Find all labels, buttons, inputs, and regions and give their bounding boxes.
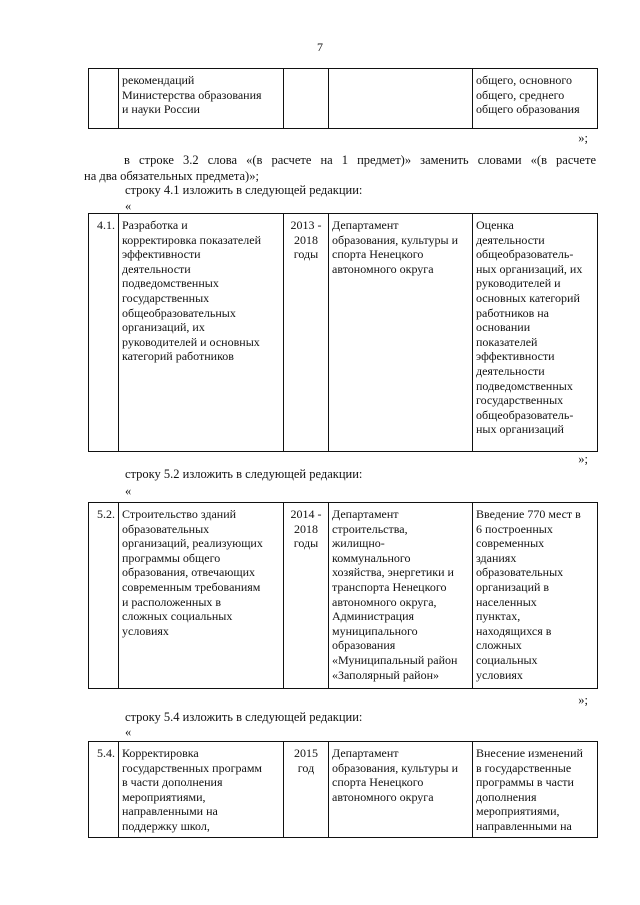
table-continuation [88, 68, 598, 129]
cell-result: общего, основного общего, среднего общего образования [473, 69, 598, 129]
cell-years: 2015 год [284, 742, 329, 838]
cell-years [284, 69, 329, 129]
cell-name: Корректировка государственных программ в части дополнения мероприятиями, направленными на поддержку школ, [119, 742, 284, 838]
cell-department [329, 69, 473, 129]
cell-name: Разработка и корректировка показателей эффективности деятельности подведомственных государственных общеобразовательных организаций, их руководителей и основных категорий работников [119, 214, 284, 452]
closing-quote: »; [578, 693, 588, 707]
closing-quote: »; [578, 452, 588, 466]
amendment-paragraph [84, 152, 596, 184]
cell-number [89, 69, 119, 129]
opening-quote: « [125, 484, 132, 498]
cell-department: Департамент образования, культуры и спорта Ненецкого автономного округа [329, 742, 473, 838]
table-row-5-4 [88, 741, 598, 838]
cell-department: Департамент образования, культуры и спорта Ненецкого автономного округа [329, 214, 473, 452]
paragraph-line-2: на два обязательных предмета)»; [84, 169, 259, 183]
heading-row-4-1: строку 4.1 изложить в следующей редакции: [125, 183, 363, 197]
table-row [89, 214, 598, 452]
cell-result: Оценка деятельности общеобразователь- ных организаций, их руководителей и основных категорий работников на основании показателей эффективности деятельности подведомственных государственных общеобразователь- ных организаций [473, 214, 598, 452]
cell-number: 5.4. [89, 742, 119, 838]
cell-name: Строительство зданий образовательных организаций, реализующих программы общего образования, отвечающих современным требованиям и расположенных в сложных социальных условиях [119, 503, 284, 689]
heading-row-5-4: строку 5.4 изложить в следующей редакции: [125, 710, 363, 724]
page-number: 7 [317, 40, 323, 54]
cell-number: 4.1. [89, 214, 119, 452]
cell-result: Введение 770 мест в 6 построенных современных зданиях образовательных организаций в населенных пунктах, находящихся в сложных социальных условиях [473, 503, 598, 689]
opening-quote: « [125, 725, 132, 739]
cell-number: 5.2. [89, 503, 119, 689]
table-row [89, 742, 598, 838]
cell-result: Внесение изменений в государственные программы в части дополнения мероприятиями, направленными на [473, 742, 598, 838]
table-row-5-2 [88, 502, 598, 689]
closing-quote: »; [578, 131, 588, 145]
table-row-4-1 [88, 213, 598, 452]
cell-years: 2014 - 2018 годы [284, 503, 329, 689]
table-row [89, 69, 598, 129]
cell-department: Департамент строительства, жилищно- коммунального хозяйства, энергетики и транспорта Ненецкого автономного округа, Администрация муниципального образования «Муниципальный район «Заполярный район» [329, 503, 473, 689]
opening-quote: « [125, 199, 132, 213]
heading-row-5-2: строку 5.2 изложить в следующей редакции: [125, 467, 363, 481]
cell-name: рекомендаций Министерства образования и науки России [119, 69, 284, 129]
paragraph-line-1: в строке 3.2 слова «(в расчете на 1 предмет)» заменить словами «(в расчете [124, 153, 596, 167]
cell-years: 2013 - 2018 годы [284, 214, 329, 452]
table-row [89, 503, 598, 689]
